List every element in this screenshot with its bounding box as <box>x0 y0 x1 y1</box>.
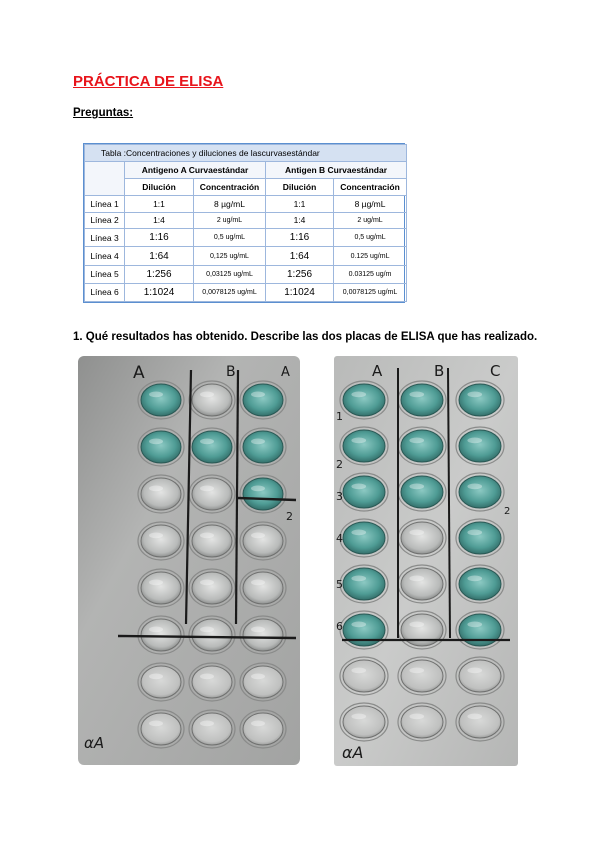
well-clear <box>401 522 443 554</box>
well-highlight <box>149 533 163 539</box>
well-blue <box>243 431 283 463</box>
well-highlight <box>467 484 482 490</box>
column-mark: C <box>490 362 501 380</box>
well-highlight <box>200 439 214 445</box>
dilucion-b: 1:1024 <box>266 283 334 301</box>
concentracion-a: 2 ug/mL <box>194 212 266 229</box>
well-clear <box>141 572 181 604</box>
well-highlight <box>467 530 482 536</box>
well-blue <box>401 430 443 462</box>
well-highlight <box>200 533 214 539</box>
well-blue <box>141 384 181 416</box>
row-mark: 2 <box>286 510 293 523</box>
row-mark: 1 <box>336 410 343 423</box>
row-mark: 2 <box>336 458 343 471</box>
well-clear <box>401 614 443 646</box>
well-highlight <box>200 486 214 492</box>
col-concentracion-a: Concentración <box>194 179 266 196</box>
well-highlight <box>351 438 366 444</box>
well-blue <box>343 614 385 646</box>
well-blue <box>343 476 385 508</box>
well-clear <box>401 568 443 600</box>
well-highlight <box>409 392 424 398</box>
well-clear <box>141 478 181 510</box>
well-blue <box>343 522 385 554</box>
well-clear <box>141 619 181 651</box>
plate-label: αA <box>342 743 364 762</box>
concentracion-b: 0,5 ug/mL <box>334 229 407 247</box>
dilution-table <box>83 143 405 303</box>
well-empty <box>141 666 181 698</box>
elisa-plate-photo-left <box>78 356 300 765</box>
well-highlight <box>351 714 366 720</box>
row-label: Línea 1 <box>85 196 125 213</box>
well-highlight <box>149 439 163 445</box>
well-blue <box>459 614 501 646</box>
column-mark: A <box>133 363 145 383</box>
plate-label: αA <box>84 734 105 752</box>
well-empty <box>243 666 283 698</box>
well-highlight <box>409 576 424 582</box>
dilucion-a: 1:64 <box>125 247 194 265</box>
table-row <box>85 283 407 301</box>
dilucion-a: 1:1 <box>125 196 194 213</box>
concentracion-b: 0,0078125 ug/mL <box>334 283 407 301</box>
well-highlight <box>409 622 424 628</box>
well-highlight <box>351 668 366 674</box>
dilucion-b: 1:256 <box>266 265 334 283</box>
col-dilucion-b: Dilución <box>266 179 334 196</box>
well-blue <box>401 384 443 416</box>
well-clear <box>243 619 283 651</box>
well-empty <box>141 713 181 745</box>
concentracion-a: 0,5 ug/mL <box>194 229 266 247</box>
well-blue <box>459 522 501 554</box>
well-highlight <box>149 721 163 727</box>
well-blue <box>343 568 385 600</box>
well-empty <box>243 713 283 745</box>
well-highlight <box>467 622 482 628</box>
table-caption: Tabla :Concentraciones y diluciones de lascurvasestándar <box>85 145 407 162</box>
well-highlight <box>467 576 482 582</box>
well-clear <box>192 525 232 557</box>
dilution-table-grid <box>84 144 407 302</box>
well-blue <box>343 430 385 462</box>
well-empty <box>192 666 232 698</box>
well-blue <box>343 384 385 416</box>
dilucion-b: 1:64 <box>266 247 334 265</box>
concentracion-a: 0,125 ug/mL <box>194 247 266 265</box>
well-highlight <box>251 627 265 633</box>
well-highlight <box>200 392 214 398</box>
well-highlight <box>467 714 482 720</box>
well-highlight <box>351 530 366 536</box>
row-label: Línea 3 <box>85 229 125 247</box>
well-highlight <box>149 674 163 680</box>
dilucion-a: 1:1024 <box>125 283 194 301</box>
well-blue <box>192 431 232 463</box>
well-highlight <box>467 668 482 674</box>
well-clear <box>243 525 283 557</box>
well-clear <box>192 619 232 651</box>
well-highlight <box>251 392 265 398</box>
well-clear <box>192 478 232 510</box>
well-highlight <box>251 674 265 680</box>
well-clear <box>243 572 283 604</box>
well-highlight <box>351 392 366 398</box>
well-highlight <box>467 392 482 398</box>
dilucion-b: 1:16 <box>266 229 334 247</box>
well-highlight <box>149 580 163 586</box>
well-empty <box>343 660 385 692</box>
dilucion-b: 1:4 <box>266 212 334 229</box>
concentracion-b: 8 µg/mL <box>334 196 407 213</box>
column-mark: A <box>281 365 290 380</box>
row-label: Línea 5 <box>85 265 125 283</box>
row-mark: 5 <box>336 578 343 591</box>
concentracion-a: 8 µg/mL <box>194 196 266 213</box>
well-highlight <box>251 486 265 492</box>
well-highlight <box>409 530 424 536</box>
row-mark: 3 <box>336 490 343 503</box>
dilucion-a: 1:4 <box>125 212 194 229</box>
well-highlight <box>351 576 366 582</box>
table-row <box>85 247 407 265</box>
col-concentracion-b: Concentración <box>334 179 407 196</box>
well-empty <box>459 660 501 692</box>
row-label: Línea 2 <box>85 212 125 229</box>
well-highlight <box>251 533 265 539</box>
group-b-header: Antigen B Curvaestándar <box>266 162 407 179</box>
well-highlight <box>200 721 214 727</box>
concentracion-a: 0,0078125 ug/mL <box>194 283 266 301</box>
group-a-header: Antigeno A Curvaestándar <box>125 162 266 179</box>
row-label: Línea 4 <box>85 247 125 265</box>
well-empty <box>459 706 501 738</box>
well-blue <box>401 476 443 508</box>
well-highlight <box>200 580 214 586</box>
well-empty <box>192 713 232 745</box>
row-mark: 2 <box>504 506 511 517</box>
well-highlight <box>409 438 424 444</box>
well-highlight <box>467 438 482 444</box>
well-highlight <box>200 627 214 633</box>
page-title: PRÁCTICA DE ELISA <box>73 73 224 90</box>
table-row <box>85 212 407 229</box>
well-blue <box>459 384 501 416</box>
table-corner <box>85 162 125 196</box>
well-highlight <box>251 721 265 727</box>
elisa-plate-photo-right <box>334 356 518 766</box>
table-row <box>85 196 407 213</box>
concentracion-b: 0.125 ug/mL <box>334 247 407 265</box>
well-blue <box>243 478 283 510</box>
well-blue <box>459 476 501 508</box>
well-highlight <box>149 486 163 492</box>
dilucion-b: 1:1 <box>266 196 334 213</box>
well-blue <box>459 568 501 600</box>
well-empty <box>401 660 443 692</box>
row-mark: 6 <box>336 620 343 633</box>
section-heading: Preguntas: <box>73 107 134 119</box>
concentracion-a: 0,03125 ug/mL <box>194 265 266 283</box>
well-highlight <box>409 484 424 490</box>
well-blue <box>459 430 501 462</box>
well-clear <box>192 572 232 604</box>
col-dilucion-a: Dilución <box>125 179 194 196</box>
row-mark: 4 <box>336 532 343 545</box>
dilucion-a: 1:16 <box>125 229 194 247</box>
column-mark: B <box>226 364 236 380</box>
well-clear <box>192 384 232 416</box>
well-empty <box>401 706 443 738</box>
well-empty <box>343 706 385 738</box>
well-highlight <box>200 674 214 680</box>
well-highlight <box>251 580 265 586</box>
well-highlight <box>351 622 366 628</box>
well-highlight <box>149 392 163 398</box>
well-clear <box>141 525 181 557</box>
concentracion-b: 0.03125 ug/m <box>334 265 407 283</box>
row-label: Línea 6 <box>85 283 125 301</box>
well-highlight <box>251 439 265 445</box>
table-row <box>85 265 407 283</box>
well-blue <box>141 431 181 463</box>
well-highlight <box>409 714 424 720</box>
table-row <box>85 229 407 247</box>
dilucion-a: 1:256 <box>125 265 194 283</box>
well-highlight <box>409 668 424 674</box>
well-highlight <box>149 627 163 633</box>
concentracion-b: 2 ug/mL <box>334 212 407 229</box>
well-blue <box>243 384 283 416</box>
question-1: 1. Qué resultados has obtenido. Describe las dos placas de ELISA que has realizado. <box>73 331 538 343</box>
column-mark: B <box>434 362 445 380</box>
well-highlight <box>351 484 366 490</box>
column-mark: A <box>372 362 383 380</box>
